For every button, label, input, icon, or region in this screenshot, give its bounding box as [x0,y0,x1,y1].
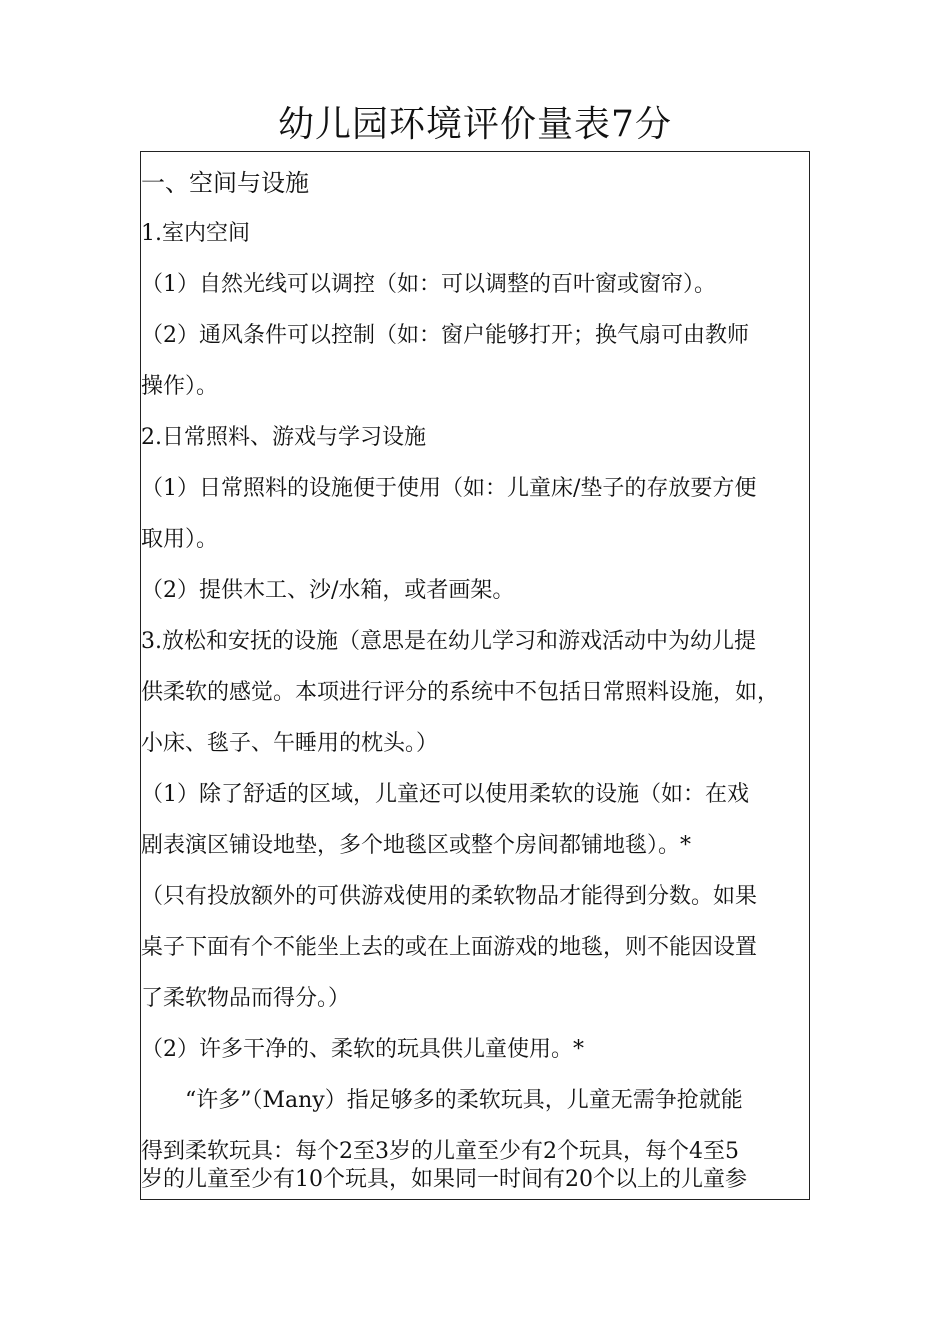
text-line: （2）提供木工、沙/水箱，或者画架。 [141,578,515,603]
text-line: 小床、毯子、午睡用的枕头。） [141,731,439,756]
text-line: （1）自然光线可以调控（如：可以调整的百叶窗或窗帘）。 [141,272,716,297]
text-line: 桌子下面有个不能坐上去的或在上面游戏的地毯，则不能因设置 [141,935,758,960]
text-line: “许多”（Many）指足够多的柔软玩具，儿童无需争抢就能 [185,1088,743,1113]
text-line: （2）许多干净的、柔软的玩具供儿童使用。* [141,1037,584,1062]
page-title: 幼儿园环境评价量表7分 [278,104,672,145]
text-line: （2）通风条件可以控制（如：窗户能够打开；换气扇可由教师 [141,323,749,348]
subsection-heading: 3.放松和安抚的设施（意思是在幼儿学习和游戏活动中为幼儿提 [141,629,756,654]
text-line: 岁的儿童至少有10个玩具，如果同一时间有20个以上的儿童参 [141,1167,747,1192]
subsection-heading: 2.日常照料、游戏与学习设施 [141,425,426,450]
text-line: 供柔软的感觉。本项进行评分的系统中不包括日常照料设施，如， [141,680,780,705]
subsection-heading: 1.室内空间 [141,221,250,246]
text-line: 得到柔软玩具：每个2至3岁的儿童至少有2个玩具，每个4至5 [141,1139,739,1164]
content-box [140,151,810,1200]
text-line: 取用）。 [141,527,219,552]
section-heading: 一、空间与设施 [141,169,309,197]
text-line: （1）除了舒适的区域，儿童还可以使用柔软的设施（如：在戏 [141,782,749,807]
text-line: （1）日常照料的设施便于使用（如：儿童床/垫子的存放要方便 [141,476,757,501]
text-line: 剧表演区铺设地垫，多个地毯区或整个房间都铺地毯）。* [141,833,692,858]
text-line: 了柔软物品而得分。） [141,986,351,1011]
text-line: 操作）。 [141,374,219,399]
text-line: （只有投放额外的可供游戏使用的柔软物品才能得到分数。如果 [141,884,758,909]
